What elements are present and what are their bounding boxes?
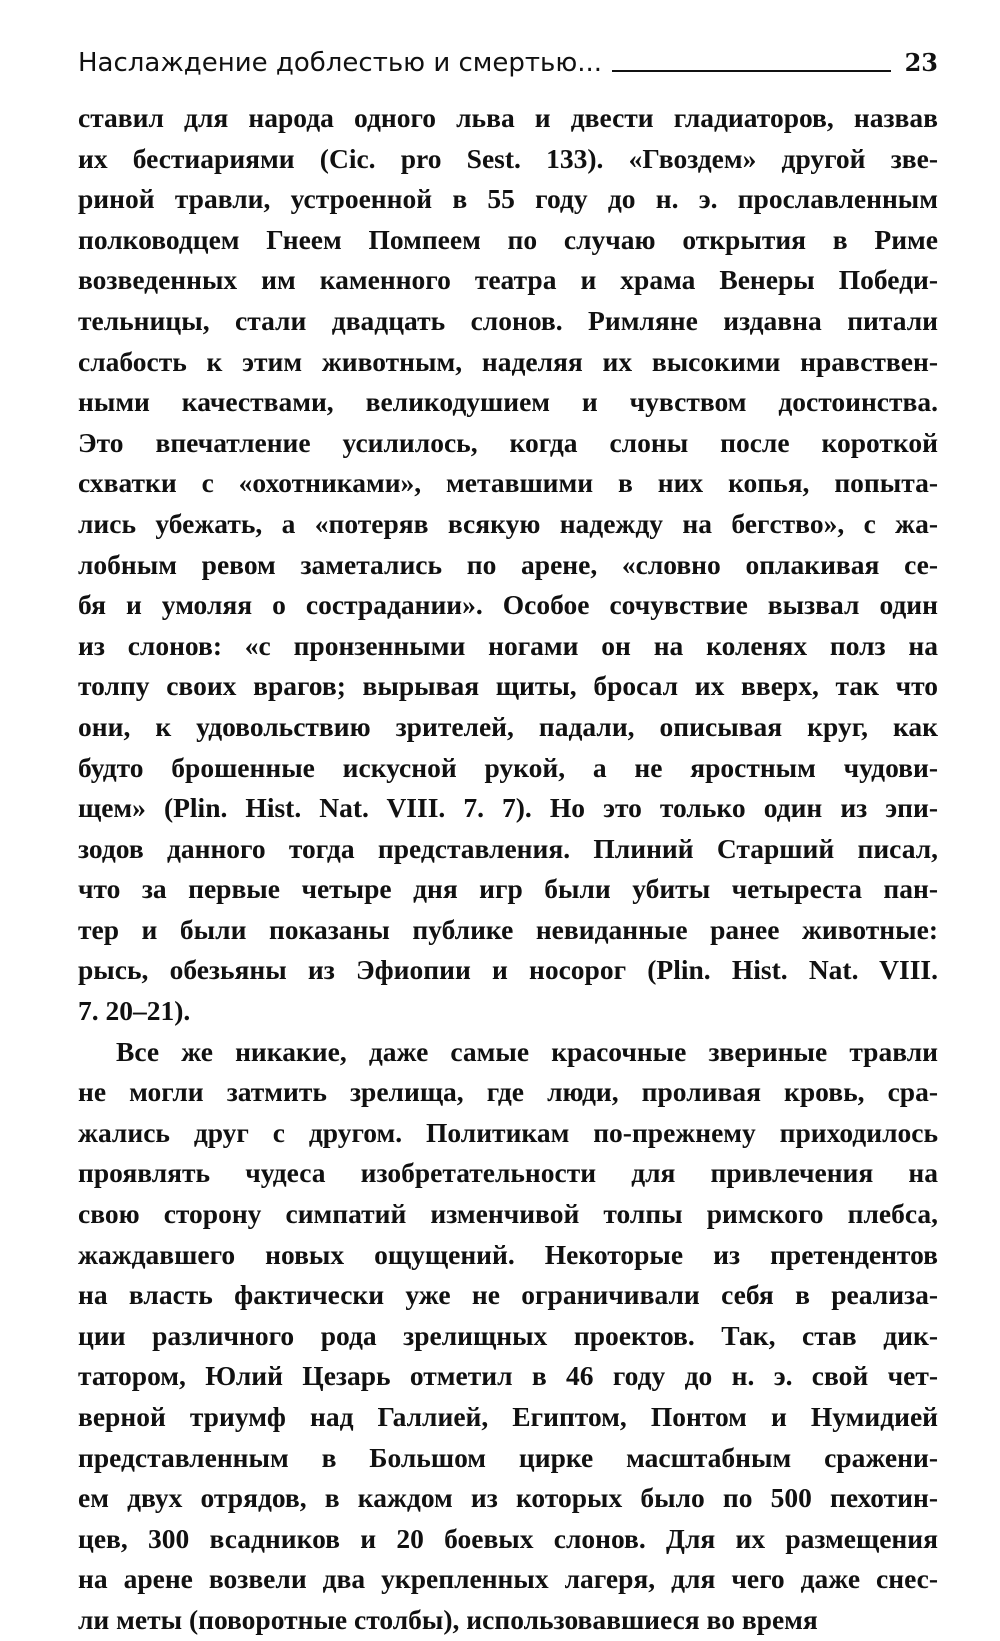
text-line: тер и были показаны публике невиданные ранее животные: <box>78 913 938 945</box>
text-line: что за первые четыре дня игр были убиты четыреста пан- <box>78 873 938 905</box>
text-line: верной триумф над Галлией, Египтом, Понтом и Нумидией <box>78 1401 938 1432</box>
text-line: рысь, обезьяны из Эфиопии и носорог (Plin. Hist. Nat. VIII. <box>78 954 938 986</box>
running-head <box>78 38 938 78</box>
text-line: риной травли, устроенной в 55 году до н. э. прославленным <box>78 183 938 215</box>
text-line: зодов данного тогда представления. Плиний Старший писал, <box>78 832 938 864</box>
paragraph <box>78 1032 938 1641</box>
text-line: жаждавшего новых ощущений. Некоторые из претендентов <box>78 1238 938 1270</box>
body-text <box>78 98 938 1641</box>
text-line: щем» (Plin. Hist. Nat. VIII. 7. 7). Но это только один из эпи- <box>78 792 938 824</box>
text-line: не могли затмить зрелища, где люди, проливая кровь, сра- <box>78 1076 938 1108</box>
text-line: на арене возвели два укрепленных лагеря, для чего даже снес- <box>78 1563 938 1595</box>
text-line: ем двух отрядов, в каждом из которых было по 500 пехотин- <box>78 1482 938 1514</box>
text-line: слабость к этим животным, наделяя их высокими нравствен- <box>78 345 938 377</box>
text-line: лобным ревом заметались по арене, «словно оплакивая се- <box>78 548 938 580</box>
text-line: ции различного рода зрелищных проектов. Так, став дик- <box>78 1319 938 1351</box>
text-line: цев, 300 всадников и 20 боевых слонов. Для их размещения <box>78 1522 938 1554</box>
text-line: ставил для народа одного льва и двести гладиаторов, назвав <box>78 102 938 133</box>
text-line: проявлять чудеса изобретательности для привлечения на <box>78 1157 938 1189</box>
running-head-rule <box>612 70 891 72</box>
text-line: бя и умоляя о сострадании». Особое сочувствие вызвал один <box>78 589 938 621</box>
text-line: из слонов: «с пронзенными ногами он на коленях полз на <box>78 629 938 661</box>
text-line: Это впечатление усилилось, когда слоны после короткой <box>78 426 938 458</box>
text-line: на власть фактически уже не ограничивали себя в реализа- <box>78 1279 938 1311</box>
text-line: ли меты (поворотные столбы), использовавшиеся во время <box>78 1603 818 1635</box>
page-number: 23 <box>904 48 938 77</box>
text-line: представленным в Большом цирке масштабным сражени- <box>78 1441 938 1473</box>
text-line: толпу своих врагов; вырывая щиты, бросал их вверх, так что <box>78 670 938 702</box>
text-line: будто брошенные искусной рукой, а не яростным чудови- <box>78 751 938 783</box>
text-line: татором, Юлий Цезарь отметил в 46 году до н. э. свой чет- <box>78 1360 938 1392</box>
text-line: полководцем Гнеем Помпеем по случаю открытия в Риме <box>78 223 938 255</box>
paragraph <box>78 98 938 1032</box>
text-line: лись убежать, а «потеряв всякую надежду на бегство», с жа- <box>78 507 938 539</box>
text-line: свою сторону симпатий изменчивой толпы римского плебса, <box>78 1198 938 1230</box>
text-line: тельницы, стали двадцать слонов. Римляне издавна питали <box>78 304 938 336</box>
text-line: они, к удовольствию зрителей, падали, описывая круг, как <box>78 710 938 742</box>
text-line: их бестиариями (Cic. pro Sest. 133). «Гвоздем» другой зве- <box>78 142 938 174</box>
text-line: ными качествами, великодушием и чувством достоинства. <box>78 386 938 418</box>
text-line: Все же никакие, даже самые красочные звериные травли <box>116 1035 938 1067</box>
running-head-title: Наслаждение доблестью и смертью... <box>78 48 603 78</box>
text-line: жались друг с другом. Политикам по-прежнему приходилось <box>78 1116 938 1148</box>
text-line: схватки с «охотниками», метавшими в них копья, попыта- <box>78 467 938 499</box>
text-line: возведенных им каменного театра и храма Венеры Победи- <box>78 264 938 296</box>
text-line: 7. 20–21). <box>78 995 191 1027</box>
